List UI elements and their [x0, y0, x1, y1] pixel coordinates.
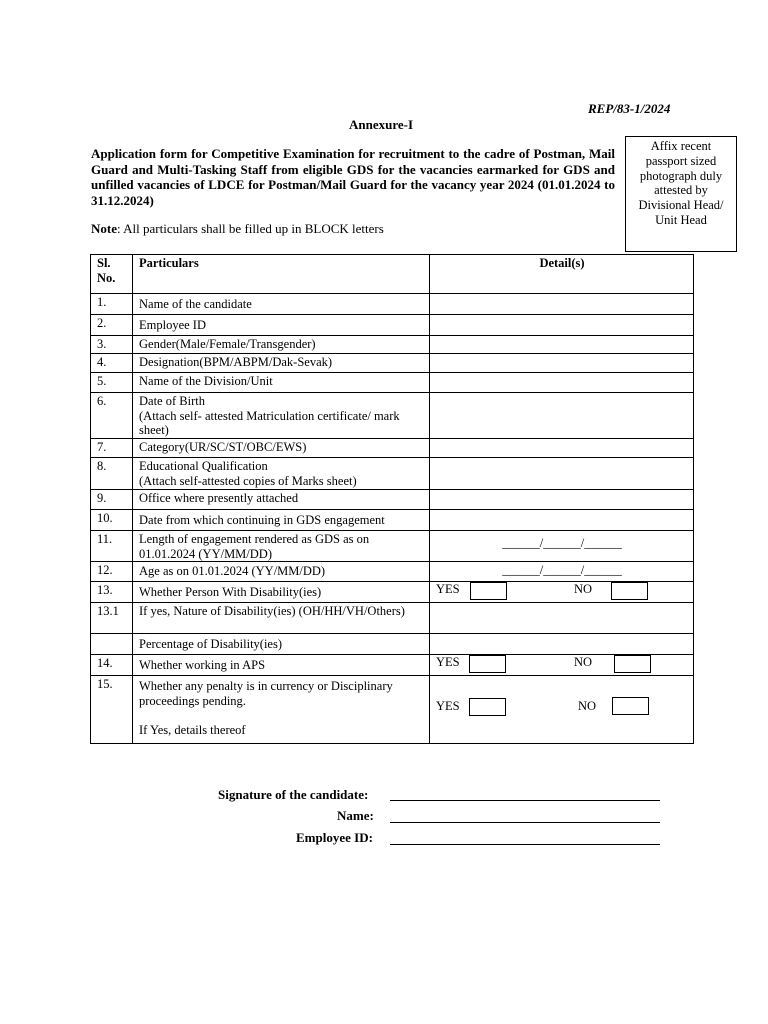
- aps-yes-no: [430, 655, 694, 676]
- row-particular: [133, 676, 430, 744]
- row-number: 6.: [91, 393, 133, 439]
- form-title: Application form for Competitive Examination for recruitment to the cadre of Postman, Mail Guard and Multi-Tasking Staff from eligible GDS for the vacancies earmarked for GDS and unfilled vacancies of LDCE for Postman/Mail Guard for the vacancy year 2024 (01.01.2024 to 31.12.2024): [91, 146, 615, 208]
- table-row: [91, 562, 694, 582]
- photo-box-line: Unit Head: [655, 212, 707, 227]
- row-particular-sub: (Attach self-attested copies of Marks sheet): [139, 473, 357, 488]
- row-number: 4.: [91, 354, 133, 373]
- detail-field-disability-nature[interactable]: [430, 603, 694, 634]
- row-number: 1.: [91, 294, 133, 315]
- detail-field-office[interactable]: [430, 490, 694, 510]
- table-row: [91, 655, 694, 676]
- table-row: [91, 510, 694, 531]
- row-particular-sub: If Yes, details thereof: [139, 723, 246, 737]
- row-particular: Office where presently attached: [133, 490, 430, 510]
- row-particular: Whether Person With Disability(ies): [133, 582, 430, 603]
- table-row: [91, 393, 694, 439]
- row-number: 7.: [91, 439, 133, 458]
- header-slno: Sl. No.: [91, 255, 133, 294]
- detail-field-name[interactable]: [430, 294, 694, 315]
- row-number: 12.: [91, 562, 133, 582]
- row-number: [91, 634, 133, 655]
- table-row: [91, 531, 694, 562]
- table-row: [91, 336, 694, 354]
- row-particular: Name of the Division/Unit: [133, 373, 430, 393]
- penalty-yes-no: [430, 676, 694, 744]
- name-label: Name:: [337, 808, 374, 823]
- no-label: NO: [574, 655, 593, 669]
- row-particular: Percentage of Disability(ies): [133, 634, 430, 655]
- reference-number: REP/83-1/2024: [588, 101, 671, 116]
- row-number: 13.1: [91, 603, 133, 634]
- photo-box[interactable]: [625, 136, 737, 252]
- penalty-yes-checkbox[interactable]: [469, 698, 506, 716]
- row-particular-sub: (Attach self- attested Matriculation certificate/ mark sheet): [139, 408, 400, 437]
- row-number: 11.: [91, 531, 133, 562]
- row-particular: Length of engagement rendered as GDS as on 01.01.2024 (YY/MM/DD): [133, 531, 430, 562]
- detail-field-division[interactable]: [430, 373, 694, 393]
- header-details: Detail(s): [430, 255, 694, 294]
- particulars-table: [90, 254, 694, 744]
- row-particular: Gender(Male/Female/Transgender): [133, 336, 430, 354]
- row-particular-main: Educational Qualification: [139, 459, 268, 473]
- pwd-no-checkbox[interactable]: [611, 582, 648, 600]
- detail-field-employee-id[interactable]: [430, 315, 694, 336]
- note-text: : All particulars shall be filled up in BLOCK letters: [117, 221, 384, 236]
- row-particular: Category(UR/SC/ST/OBC/EWS): [133, 439, 430, 458]
- table-row: [91, 294, 694, 315]
- table-row: [91, 458, 694, 490]
- employee-id-field[interactable]: [390, 844, 660, 845]
- row-number: 3.: [91, 336, 133, 354]
- row-number: 5.: [91, 373, 133, 393]
- signature-label: Signature of the candidate:: [218, 787, 369, 802]
- detail-field-education[interactable]: [430, 458, 694, 490]
- photo-box-line: Affix recent: [650, 139, 712, 153]
- photo-box-line: photograph duly: [639, 168, 723, 183]
- note-label: Note: [91, 221, 117, 236]
- row-particular: Whether working in APS: [133, 655, 430, 676]
- table-row: [91, 439, 694, 458]
- employee-id-label: Employee ID:: [296, 830, 373, 845]
- row-number: 15.: [91, 676, 133, 744]
- row-particular: Designation(BPM/ABPM/Dak-Sevak): [133, 354, 430, 373]
- row-number: 2.: [91, 315, 133, 336]
- pwd-yes-no: [430, 582, 694, 603]
- table-row: [91, 373, 694, 393]
- row-particular: Date from which continuing in GDS engagement: [133, 510, 430, 531]
- table-row: [91, 582, 694, 603]
- yes-label: YES: [436, 582, 460, 596]
- name-field[interactable]: [390, 822, 660, 823]
- yes-label: YES: [436, 699, 460, 713]
- detail-field-disability-percentage[interactable]: [430, 634, 694, 655]
- row-number: 14.: [91, 655, 133, 676]
- table-header-row: [91, 255, 694, 294]
- penalty-no-checkbox[interactable]: [612, 697, 649, 715]
- table-row: [91, 603, 694, 634]
- detail-field-category[interactable]: [430, 439, 694, 458]
- table-row: [91, 634, 694, 655]
- detail-field-gender[interactable]: [430, 336, 694, 354]
- row-particular: Age as on 01.01.2024 (YY/MM/DD): [133, 562, 430, 582]
- yes-label: YES: [436, 655, 460, 669]
- row-particular: [133, 458, 430, 490]
- row-number: 10.: [91, 510, 133, 531]
- detail-field-dob[interactable]: [430, 393, 694, 439]
- row-particular: Name of the candidate: [133, 294, 430, 315]
- detail-field-gds-date[interactable]: [430, 510, 694, 531]
- row-particular: If yes, Nature of Disability(ies) (OH/HH/VH/Others): [133, 603, 430, 634]
- photo-box-line: passport sized: [645, 153, 717, 168]
- table-row: [91, 354, 694, 373]
- no-label: NO: [578, 699, 597, 713]
- row-particular-main: Whether any penalty is in currency or Disciplinary proceedings pending.: [139, 679, 393, 708]
- annexure-heading: Annexure-I: [349, 117, 414, 132]
- signature-field[interactable]: [390, 800, 660, 801]
- detail-field-engagement-length[interactable]: ______/______/______: [430, 531, 694, 562]
- table-row: [91, 315, 694, 336]
- table-row: [91, 490, 694, 510]
- row-number: 13.: [91, 582, 133, 603]
- row-particular: [133, 393, 430, 439]
- header-particulars: Particulars: [133, 255, 430, 294]
- note: [91, 221, 384, 237]
- detail-field-designation[interactable]: [430, 354, 694, 373]
- photo-box-line: attested by: [654, 183, 708, 198]
- pwd-yes-checkbox[interactable]: [470, 582, 507, 600]
- detail-field-age[interactable]: ______/______/______: [430, 562, 694, 582]
- aps-no-checkbox[interactable]: [614, 655, 651, 673]
- photo-box-line: Divisional Head/: [638, 198, 724, 213]
- aps-yes-checkbox[interactable]: [469, 655, 506, 673]
- table-row: [91, 676, 694, 744]
- no-label: NO: [574, 582, 593, 596]
- row-particular-main: Date of Birth: [139, 394, 205, 408]
- row-number: 8.: [91, 458, 133, 490]
- row-particular: Employee ID: [133, 315, 430, 336]
- row-number: 9.: [91, 490, 133, 510]
